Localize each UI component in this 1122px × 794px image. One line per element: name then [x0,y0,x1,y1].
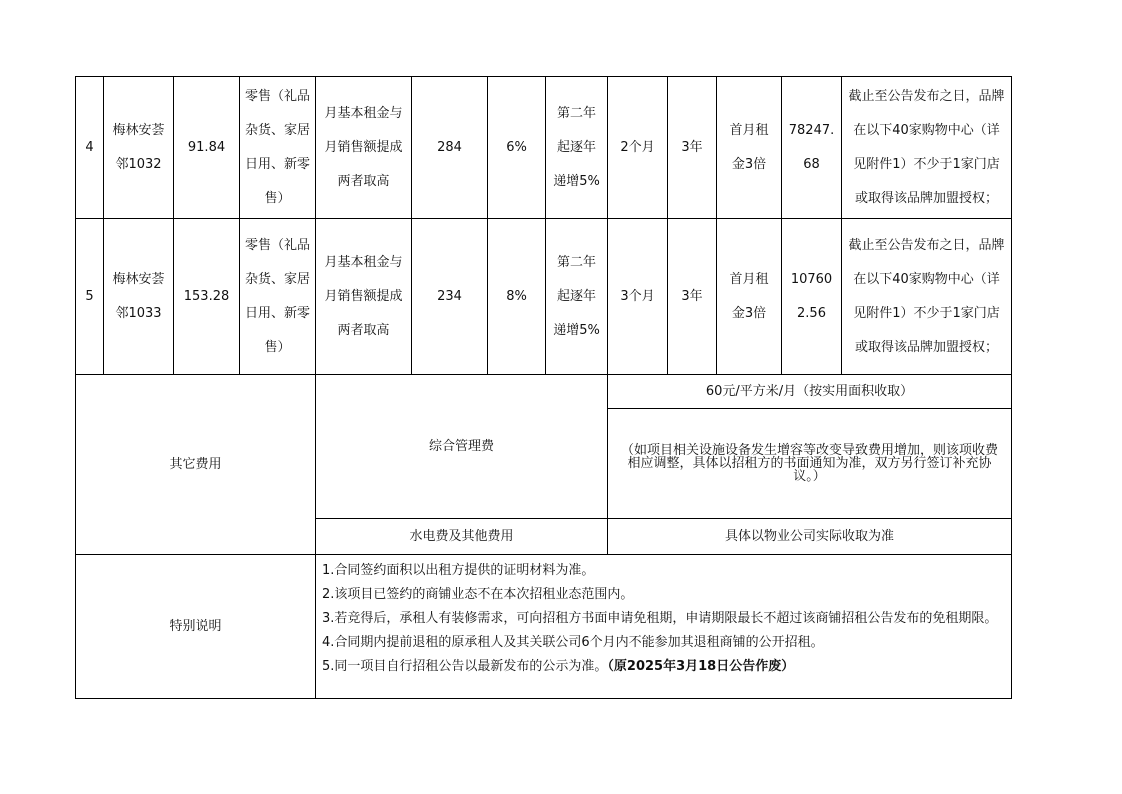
shop-area: 153.28 [174,219,240,375]
base-rent: 234 [412,219,488,375]
commission-rate: 8% [488,219,546,375]
shop-area: 91.84 [174,77,240,219]
mgmt-fee-note: （如项目相关设施设备发生增容等改变导致费用增加，则该项收费相应调整，具体以招租方的书面通知为准，双方另行签订补充协议。） [608,409,1012,519]
note-item: 5.同一项目自行招租公告以最新发布的公示为准。（原2025年3月18日公告作废） [322,659,795,674]
lease-term: 3年 [668,219,717,375]
note-item: 1.合同签约面积以出租方提供的证明材料为准。 [322,563,595,578]
reserve-price: 78247. 68 [782,77,842,219]
row-number: 4 [76,77,104,219]
rent-increase: 第二年 起逐年 递增5% [546,219,608,375]
utility-label: 水电费及其他费用 [316,519,608,555]
mgmt-fee-price: 60元/平方米/月（按实用面积收取） [608,375,1012,409]
note-item: 4.合同期内提前退租的原承租人及其关联公司6个月内不能参加其退租商铺的公开招租。 [322,635,824,650]
rent-increase: 第二年 起逐年 递增5% [546,77,608,219]
deposit: 首月租 金3倍 [717,77,782,219]
rent-mode: 月基本租金与 月销售额提成 两者取高 [316,77,412,219]
special-notes-label: 特别说明 [76,555,316,699]
lease-term: 3年 [668,77,717,219]
commission-rate: 6% [488,77,546,219]
business-format: 零售（礼品 杂货、家居 日用、新零 售） [240,77,316,219]
brand-requirement: 截止至公告发布之日，品牌 在以下40家购物中心（详 见附件1）不少于1家门店 或取得该品牌加盟授权； [842,77,1012,219]
void-notice: （原2025年3月18日公告作废） [607,659,795,674]
rental-table [75,76,1012,699]
table-row [76,219,1012,375]
mgmt-fee-label: 综合管理费 [316,375,608,519]
other-fees-row [76,375,1012,409]
row-number: 5 [76,219,104,375]
special-notes [316,555,1012,699]
rent-free-period: 3个月 [608,219,668,375]
rent-mode: 月基本租金与 月销售额提成 两者取高 [316,219,412,375]
note-item: 2.该项目已签约的商铺业态不在本次招租业态范围内。 [322,587,634,602]
rent-free-period: 2个月 [608,77,668,219]
reserve-price: 10760 2.56 [782,219,842,375]
shop-name: 梅林安荟 邻1032 [104,77,174,219]
base-rent: 284 [412,77,488,219]
shop-name: 梅林安荟 邻1033 [104,219,174,375]
utility-value: 具体以物业公司实际收取为准 [608,519,1012,555]
brand-requirement: 截止至公告发布之日，品牌 在以下40家购物中心（详 见附件1）不少于1家门店 或取得该品牌加盟授权； [842,219,1012,375]
special-notes-row [76,555,1012,699]
note-item: 3.若竞得后，承租人有装修需求，可向招租方书面申请免租期，申请期限最长不超过该商铺招租公告发布的免租期限。 [322,611,998,626]
table-row [76,77,1012,219]
business-format: 零售（礼品 杂货、家居 日用、新零 售） [240,219,316,375]
deposit: 首月租 金3倍 [717,219,782,375]
other-fees-label: 其它费用 [76,375,316,555]
